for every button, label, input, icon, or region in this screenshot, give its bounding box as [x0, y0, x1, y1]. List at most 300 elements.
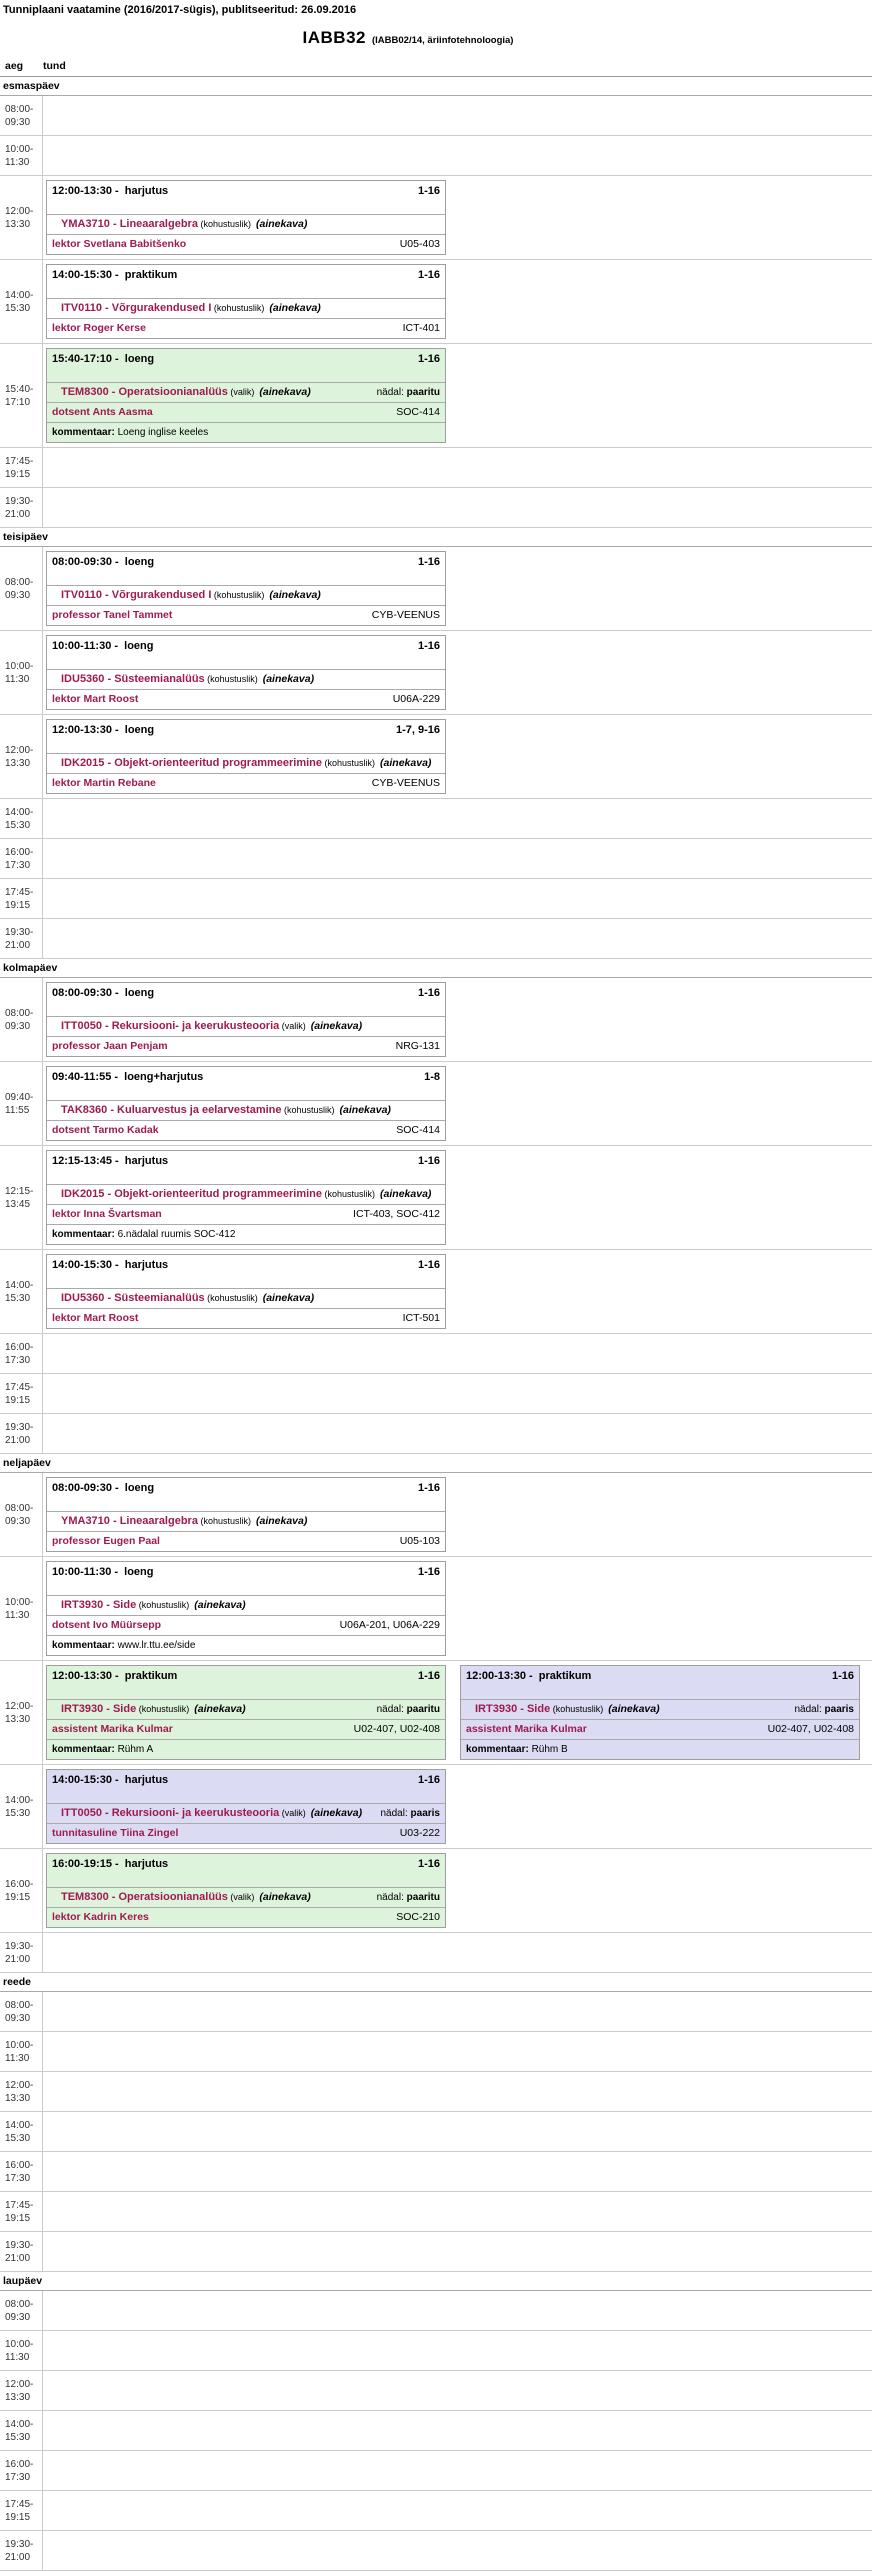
comment-text: Rühm B	[531, 1744, 568, 1755]
time-row	[0, 2112, 872, 2152]
time-label: 19:15	[5, 899, 31, 911]
person-row	[47, 235, 445, 254]
lesson-header	[47, 983, 445, 1017]
time-cell	[0, 2491, 43, 2530]
time-cell	[0, 176, 43, 259]
time-row	[0, 2371, 872, 2411]
content-cell	[43, 2291, 872, 2330]
column-headers	[0, 54, 872, 77]
week-label: nädal:	[376, 1891, 407, 1903]
room-label: U06A-229	[392, 693, 440, 705]
person-row	[47, 1720, 445, 1739]
lesson-time-type: 14:00-15:30 - praktikum	[52, 269, 178, 281]
lesson-block	[46, 635, 446, 710]
time-row	[0, 1146, 872, 1250]
course-requirement: (kohustuslik)	[211, 303, 270, 313]
lesson-weeks: 1-16	[417, 1155, 440, 1167]
time-label: 17:10	[5, 396, 31, 408]
content-cell	[43, 715, 872, 798]
lesson-block	[46, 1853, 446, 1928]
time-label: 14:00-	[5, 2119, 34, 2131]
course-link[interactable]: ITT0050 - Rekursiooni- ja keerukusteooria	[61, 1807, 280, 1819]
time-label: 08:00-	[5, 2298, 34, 2310]
time-cell	[0, 2331, 43, 2370]
content-cell	[43, 2331, 872, 2370]
day-header-kolmapäev: kolmapäev	[0, 959, 872, 978]
room-label: U02-407, U02-408	[767, 1723, 854, 1735]
person-row	[47, 1908, 445, 1927]
lesson-header	[47, 636, 445, 670]
time-label: 08:00-	[5, 1502, 34, 1514]
person-row	[47, 403, 445, 422]
lesson-block	[46, 348, 446, 443]
lesson-weeks: 1-16	[831, 1670, 854, 1682]
lesson-time-type: 08:00-09:30 - loeng	[52, 987, 155, 999]
time-row	[0, 2531, 872, 2571]
curriculum-link[interactable]: (ainekava)	[339, 1104, 391, 1116]
content-cell	[43, 96, 872, 135]
column-header-aeg: aeg	[5, 60, 24, 72]
time-cell	[0, 1414, 43, 1453]
curriculum-link[interactable]: (ainekava)	[259, 386, 311, 398]
comment-text: Loeng inglise keeles	[117, 427, 209, 438]
time-row	[0, 1557, 872, 1661]
time-label: 09:30	[5, 116, 31, 128]
course-text	[52, 1187, 431, 1202]
lesson-header	[47, 552, 445, 586]
lesson-time-type: 12:00-13:30 - praktikum	[52, 1670, 178, 1682]
person-link[interactable]: lektor Kadrin Keres	[52, 1911, 149, 1923]
curriculum-link[interactable]: (ainekava)	[269, 302, 321, 314]
time-label: 12:00-	[5, 205, 34, 217]
week-label: nädal:	[380, 1807, 411, 1819]
time-cell	[0, 448, 43, 487]
course-text	[52, 1514, 307, 1529]
time-label: 19:15	[5, 468, 31, 480]
lesson-time-type: 09:40-11:55 - loeng+harjutus	[52, 1071, 204, 1083]
time-label: 19:15	[5, 2212, 31, 2224]
lesson-time-type: 10:00-11:30 - loeng	[52, 640, 154, 652]
person-link[interactable]: dotsent Tarmo Kadak	[52, 1124, 159, 1136]
course-row	[47, 1017, 445, 1037]
time-cell	[0, 1473, 43, 1556]
time-label: 14:00-	[5, 2418, 34, 2430]
course-link[interactable]: YMA3710 - Lineaaralgebra	[61, 218, 198, 230]
time-label: 10:00-	[5, 1596, 34, 1608]
time-label: 14:00-	[5, 1794, 34, 1806]
time-cell	[0, 2411, 43, 2450]
person-link[interactable]: assistent Marika Kulmar	[466, 1723, 587, 1735]
time-label: 17:45-	[5, 455, 34, 467]
lesson-weeks: 1-16	[417, 185, 440, 197]
time-row	[0, 176, 872, 260]
content-cell	[43, 1146, 872, 1249]
course-link[interactable]: IDK2015 - Objekt-orienteeritud programmeerimine	[61, 1188, 323, 1200]
person-link[interactable]: lektor Roger Kerse	[52, 322, 146, 334]
time-row	[0, 1473, 872, 1557]
course-link[interactable]: IRT3930 - Side	[61, 1703, 137, 1715]
course-row	[47, 1289, 445, 1309]
time-label: 08:00-	[5, 1007, 34, 1019]
curriculum-link[interactable]: (ainekava)	[262, 1292, 315, 1304]
course-text	[52, 1598, 246, 1613]
week-parity-value: paaris	[824, 1703, 854, 1715]
lesson-header	[47, 720, 445, 754]
week-parity	[369, 1891, 440, 1905]
content-cell	[43, 2192, 872, 2231]
lesson-header	[47, 1067, 445, 1101]
lesson-header	[47, 1562, 445, 1596]
time-label: 15:30	[5, 819, 31, 831]
comment-label: kommentaar:	[52, 427, 118, 438]
person-row	[47, 1309, 445, 1328]
time-row	[0, 2032, 872, 2072]
time-label: 17:30	[5, 2172, 31, 2184]
content-cell	[43, 1062, 872, 1145]
time-label: 11:30	[5, 2351, 30, 2363]
time-label: 17:30	[5, 1354, 31, 1366]
time-label: 14:00-	[5, 1279, 34, 1291]
course-link[interactable]: IRT3930 - Side	[61, 1599, 137, 1611]
time-row	[0, 799, 872, 839]
time-row	[0, 2331, 872, 2371]
week-label: nädal:	[794, 1703, 825, 1715]
time-label: 10:00-	[5, 660, 34, 672]
lesson-time-type: 12:00-13:30 - praktikum	[466, 1670, 592, 1682]
room-label: U03-222	[399, 1827, 440, 1839]
person-link[interactable]: lektor Inna Švartsman	[52, 1208, 162, 1220]
content-cell	[43, 1992, 872, 2031]
time-row	[0, 839, 872, 879]
person-row	[47, 1121, 445, 1140]
time-cell	[0, 2192, 43, 2231]
person-link[interactable]: dotsent Ivo Müürsepp	[52, 1619, 162, 1631]
time-row	[0, 1992, 872, 2032]
time-row	[0, 1062, 872, 1146]
time-label: 15:40-	[5, 383, 34, 395]
lesson-time-type: 08:00-09:30 - loeng	[52, 1482, 155, 1494]
course-requirement: (kohustuslik)	[197, 219, 256, 229]
comment-label: kommentaar:	[52, 1229, 118, 1240]
comment-label: kommentaar:	[52, 1744, 118, 1755]
week-parity	[787, 1703, 855, 1717]
time-label: 09:30	[5, 1020, 31, 1032]
content-cell	[43, 488, 872, 527]
lesson-weeks: 1-8	[424, 1071, 440, 1083]
course-link[interactable]: IDU5360 - Süsteemianalüüs	[61, 1292, 205, 1304]
time-label: 10:00-	[5, 143, 34, 155]
time-label: 19:30-	[5, 926, 34, 938]
course-requirement: (kohustuslik)	[322, 1189, 381, 1199]
content-cell	[43, 344, 872, 447]
lesson-header	[47, 1666, 445, 1700]
course-link[interactable]: IDU5360 - Süsteemianalüüs	[61, 673, 205, 685]
time-label: 14:00-	[5, 806, 34, 818]
time-label: 15:30	[5, 2132, 31, 2144]
time-label: 13:45	[5, 1198, 31, 1210]
content-cell	[43, 1334, 872, 1373]
curriculum-link[interactable]: (ainekava)	[255, 218, 308, 230]
time-label: 21:00	[5, 939, 31, 951]
person-link[interactable]: lektor Svetlana Babitšenko	[52, 238, 187, 250]
time-row	[0, 1849, 872, 1933]
time-row	[0, 547, 872, 631]
time-cell	[0, 344, 43, 447]
time-label: 13:30	[5, 1713, 31, 1725]
time-row	[0, 919, 872, 959]
time-cell	[0, 96, 43, 135]
curriculum-link[interactable]: (ainekava)	[262, 673, 315, 685]
time-cell	[0, 1992, 43, 2031]
course-requirement: (kohustuslik)	[136, 1704, 195, 1714]
room-label: U05-403	[399, 238, 440, 250]
room-label: ICT-403, SOC-412	[353, 1208, 440, 1220]
content-cell	[43, 1849, 872, 1932]
time-cell	[0, 839, 43, 878]
time-row	[0, 488, 872, 528]
time-cell	[0, 1933, 43, 1972]
content-cell	[43, 631, 872, 714]
course-text	[52, 756, 431, 771]
time-label: 11:30	[5, 673, 30, 685]
time-cell	[0, 1765, 43, 1848]
time-row	[0, 1765, 872, 1849]
course-row	[47, 215, 445, 235]
time-label: 16:00-	[5, 1878, 34, 1890]
time-label: 08:00-	[5, 1999, 34, 2011]
time-label: 19:15	[5, 1891, 31, 1903]
course-requirement: (kohustuslik)	[136, 1600, 195, 1610]
week-parity	[369, 386, 440, 400]
lesson-time-type: 10:00-11:30 - loeng	[52, 1566, 154, 1578]
course-text	[52, 1019, 362, 1034]
course-link[interactable]: IDK2015 - Objekt-orienteeritud programmeerimine	[61, 757, 323, 769]
person-link[interactable]: professor Eugen Paal	[52, 1535, 160, 1547]
person-link[interactable]: lektor Martin Rebane	[52, 777, 156, 789]
lesson-time-type: 08:00-09:30 - loeng	[52, 556, 155, 568]
course-requirement: (valik)	[227, 387, 260, 397]
time-label: 19:30-	[5, 1940, 34, 1952]
comment-label: kommentaar:	[52, 1640, 118, 1651]
time-label: 12:00-	[5, 2378, 34, 2390]
content-cell	[43, 2411, 872, 2450]
time-label: 11:55	[5, 1104, 30, 1116]
room-label: ICT-401	[402, 322, 440, 334]
time-row	[0, 2152, 872, 2192]
content-cell	[43, 1765, 872, 1848]
room-label: NRG-131	[395, 1040, 440, 1052]
lesson-block	[46, 719, 446, 794]
time-label: 13:30	[5, 218, 31, 230]
lesson-weeks: 1-16	[417, 269, 440, 281]
course-requirement: (kohustuslik)	[550, 1704, 609, 1714]
time-label: 19:15	[5, 1394, 31, 1406]
curriculum-link[interactable]: (ainekava)	[380, 757, 432, 769]
time-label: 21:00	[5, 2551, 31, 2563]
page-title: Tunniplaani vaatamine (2016/2017-sügis), publitseeritud: 26.09.2016	[3, 4, 357, 16]
content-cell	[43, 448, 872, 487]
time-cell	[0, 879, 43, 918]
person-link[interactable]: tunnitasuline Tiina Zingel	[52, 1827, 179, 1839]
person-row	[47, 690, 445, 709]
room-label: CYB-VEENUS	[371, 777, 440, 789]
curriculum-link[interactable]: (ainekava)	[310, 1807, 363, 1819]
lesson-header	[47, 265, 445, 299]
course-text	[52, 1103, 391, 1118]
week-parity-value: paaritu	[406, 1891, 440, 1903]
course-row	[47, 1512, 445, 1532]
room-label: ICT-501	[402, 1312, 440, 1324]
time-cell	[0, 1062, 43, 1145]
person-row	[47, 1205, 445, 1224]
week-parity-value: paaris	[410, 1807, 440, 1819]
time-label: 11:30	[5, 2052, 30, 2064]
time-cell	[0, 715, 43, 798]
group-header	[0, 28, 816, 48]
course-row	[47, 586, 445, 606]
curriculum-link[interactable]: (ainekava)	[255, 1515, 308, 1527]
time-cell	[0, 631, 43, 714]
time-cell	[0, 1250, 43, 1333]
curriculum-link[interactable]: (ainekava)	[194, 1703, 246, 1715]
time-cell	[0, 978, 43, 1061]
day-header-neljapäev: neljapäev	[0, 1454, 872, 1473]
time-cell	[0, 2072, 43, 2111]
time-label: 08:00-	[5, 576, 34, 588]
lesson-block	[46, 1066, 446, 1141]
time-label: 21:00	[5, 1434, 31, 1446]
time-label: 09:30	[5, 589, 31, 601]
time-label: 21:00	[5, 2252, 31, 2264]
curriculum-link[interactable]: (ainekava)	[194, 1599, 246, 1611]
person-row	[47, 774, 445, 793]
time-cell	[0, 1849, 43, 1932]
day-header-laupäev: laupäev	[0, 2272, 872, 2291]
lesson-header	[47, 1478, 445, 1512]
content-cell	[43, 547, 872, 630]
time-label: 19:30-	[5, 495, 34, 507]
time-cell	[0, 2032, 43, 2071]
content-cell	[43, 978, 872, 1061]
lesson-weeks: 1-16	[417, 640, 440, 652]
course-link[interactable]: YMA3710 - Lineaaralgebra	[61, 1515, 198, 1527]
room-label: U02-407, U02-408	[353, 1723, 440, 1735]
time-cell	[0, 1334, 43, 1373]
course-text	[52, 672, 314, 687]
time-label: 17:30	[5, 859, 31, 871]
time-label: 21:00	[5, 508, 31, 520]
content-cell	[43, 879, 872, 918]
group-code: IABB32	[302, 28, 366, 47]
time-label: 17:45-	[5, 2199, 34, 2211]
content-cell	[43, 2112, 872, 2151]
course-link[interactable]: ITT0050 - Rekursiooni- ja keerukusteooria	[61, 1020, 280, 1032]
time-label: 11:30	[5, 1609, 30, 1621]
course-requirement: (kohustuslik)	[322, 758, 381, 768]
course-link[interactable]: TEM8300 - Operatsioonianalüüs	[61, 386, 228, 398]
comment-text: Rühm A	[117, 1744, 154, 1755]
lesson-block	[460, 1665, 860, 1760]
content-cell	[43, 1473, 872, 1556]
curriculum-link[interactable]: (ainekava)	[310, 1020, 363, 1032]
comment-row	[47, 1224, 445, 1244]
person-link[interactable]: dotsent Ants Aasma	[52, 406, 153, 418]
course-link[interactable]: IRT3930 - Side	[475, 1703, 551, 1715]
room-label: U06A-201, U06A-229	[339, 1619, 440, 1631]
content-cell	[43, 839, 872, 878]
time-label: 08:00-	[5, 103, 34, 115]
lesson-header	[47, 181, 445, 215]
room-label: U05-103	[399, 1535, 440, 1547]
course-link[interactable]: ITV0110 - Võrgurakendused I	[61, 589, 212, 601]
content-cell	[43, 2152, 872, 2191]
person-link[interactable]: lektor Mart Roost	[52, 1312, 139, 1324]
person-link[interactable]: assistent Marika Kulmar	[52, 1723, 173, 1735]
time-row	[0, 260, 872, 344]
course-row	[47, 1101, 445, 1121]
content-cell	[43, 1557, 872, 1660]
lesson-weeks: 1-16	[417, 1670, 440, 1682]
person-link[interactable]: lektor Mart Roost	[52, 693, 139, 705]
person-link[interactable]: professor Jaan Penjam	[52, 1040, 168, 1052]
time-row	[0, 1250, 872, 1334]
content-cell	[43, 1933, 872, 1972]
course-row	[47, 383, 445, 403]
lesson-time-type: 14:00-15:30 - harjutus	[52, 1774, 169, 1786]
timetable	[0, 77, 872, 2571]
content-cell	[43, 2451, 872, 2490]
time-cell	[0, 2451, 43, 2490]
course-row	[47, 1185, 445, 1205]
course-text	[52, 588, 321, 603]
time-cell	[0, 1374, 43, 1413]
time-cell	[0, 799, 43, 838]
course-requirement: (kohustuslik)	[204, 1293, 263, 1303]
time-label: 09:30	[5, 2012, 31, 2024]
person-row	[47, 1616, 445, 1635]
time-cell	[0, 2531, 43, 2570]
curriculum-link[interactable]: (ainekava)	[269, 589, 321, 601]
curriculum-link[interactable]: (ainekava)	[608, 1703, 660, 1715]
lesson-header	[47, 349, 445, 383]
content-cell	[43, 136, 872, 175]
course-link[interactable]: TEM8300 - Operatsioonianalüüs	[61, 1891, 228, 1903]
lesson-block	[46, 982, 446, 1057]
course-text	[52, 301, 321, 316]
time-label: 16:00-	[5, 2458, 34, 2470]
course-text	[52, 1890, 311, 1905]
course-link[interactable]: TAK8360 - Kuluarvestus ja eelarvestamine	[61, 1104, 282, 1116]
course-text	[52, 1702, 246, 1717]
time-label: 15:30	[5, 1807, 31, 1819]
lesson-time-type: 16:00-19:15 - harjutus	[52, 1858, 169, 1870]
course-link[interactable]: ITV0110 - Võrgurakendused I	[61, 302, 212, 314]
course-requirement: (kohustuslik)	[211, 590, 270, 600]
course-text	[52, 385, 311, 400]
lesson-weeks: 1-16	[417, 353, 440, 365]
person-link[interactable]: professor Tanel Tammet	[52, 609, 173, 621]
time-label: 09:30	[5, 2311, 31, 2323]
curriculum-link[interactable]: (ainekava)	[380, 1188, 432, 1200]
course-text	[52, 1291, 314, 1306]
time-cell	[0, 1146, 43, 1249]
content-cell	[43, 2032, 872, 2071]
time-row	[0, 1334, 872, 1374]
content-cell	[43, 2531, 872, 2570]
time-row	[0, 96, 872, 136]
lesson-header	[47, 1770, 445, 1804]
curriculum-link[interactable]: (ainekava)	[259, 1891, 311, 1903]
